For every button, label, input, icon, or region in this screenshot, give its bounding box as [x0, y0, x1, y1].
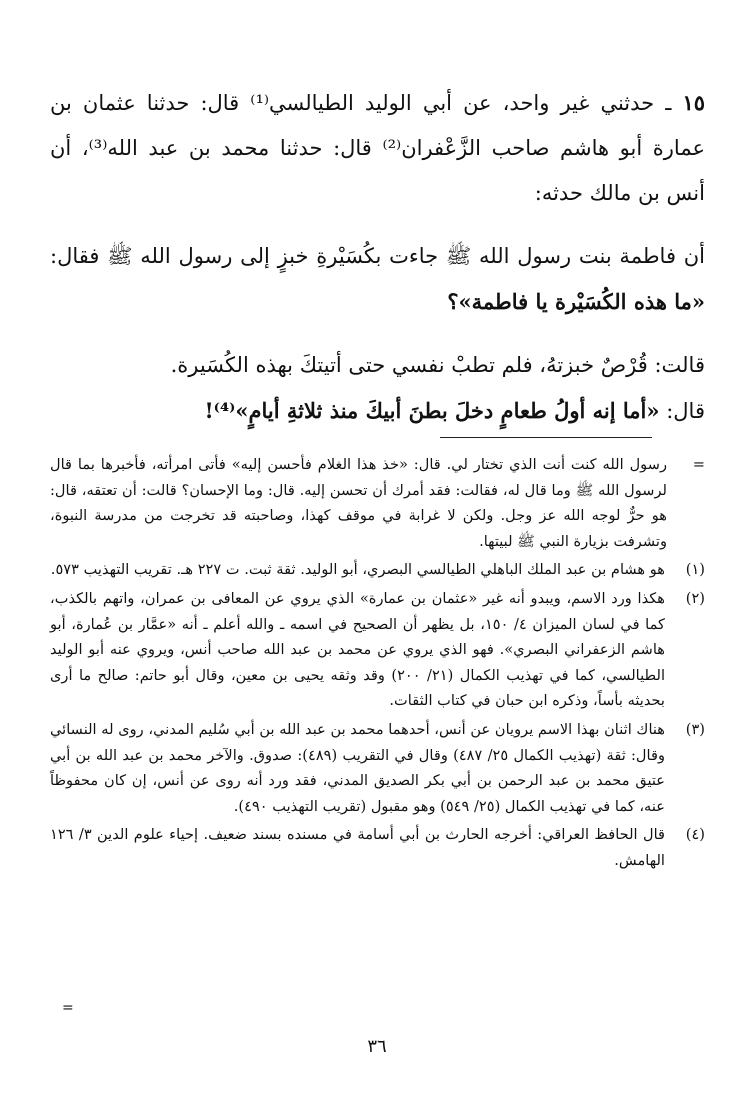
footnotes	[50, 452, 705, 874]
footnote-text: هو هشام بن عبد الملك الباهلي الطيالسي البصري، أبو الوليد. ثقة ثبت. ت ٢٢٧ هـ. تقريب التهذيب ٥٧٣.	[50, 561, 665, 579]
footnote-2	[50, 586, 705, 714]
continuation-marker: =	[692, 456, 705, 473]
footnote-number: (٢)	[685, 589, 705, 607]
footnote-3	[50, 717, 705, 819]
page-number: ٣٦	[367, 1036, 387, 1057]
hadith-intro	[50, 80, 705, 216]
footnote-text: هناك اثنان بهذا الاسم يرويان عن أنس، أحدهما محمد بن عبد الله بن أبي سُليم المدني، روى له النسائي وقال: ثقة (تهذيب الكمال ٢٥/ ٤٨٧) وقال في التقريب (٤٨٩): صدوق. والآخر محمد بن عبد الله بن أبي عتيق محمد بن عبد الرحمن بن أبي بكر الصديق المدني، فقد ورد أنه روى عن أنس، إن كان محفوظاً عنه، كما في تهذيب الكمال (٢٥/ ٥٤٩) وهو مقبول (تقريب التهذيب ٤٩٠).	[50, 720, 666, 815]
prophet-question: «ما هذه الكُسَيْرة يا فاطمة»؟	[447, 289, 705, 314]
hadith-number: ١٥	[682, 90, 705, 115]
footnote-continuation	[50, 452, 705, 554]
footnote-text: قال الحافظ العراقي: أخرجه الحارث بن أبي أسامة في مسنده بسند ضعيف. إحياء علوم الدين ٣/ ١٢٦ الهامش.	[50, 826, 666, 869]
footnote-separator	[440, 437, 652, 438]
continuation-text: رسول الله كنت أنت الذي تختار لي. قال: «خذ هذا الغلام فأحسن إليه» فأتى امرأته، فأخبرها بما قال لرسول الله ﷺ وما قال له، فقالت: فقد أمرك أن تحسن إليه. قال: وما الإحسان؟ قالت: أن تعتقه، قال: هو حرٌّ لوجه الله عز وجل. ولكن لا غرابة في موقف كهذا، وصاحبته قد تخرجت من مدرسة النبوة، وتشرفت بزيارة النبي ﷺ لبيتها.	[50, 456, 667, 550]
hadith-body-text: أن فاطمة بنت رسول الله ﷺ جاءت بكُسَيْرةِ خبزٍ إلى رسول الله ﷺ فقال:	[50, 244, 705, 268]
continues-marker: =	[62, 1000, 74, 1016]
footnote-4	[50, 822, 705, 873]
main-text	[50, 80, 705, 434]
footnote-number: (١)	[685, 561, 705, 579]
footnote-text: هكذا ورد الاسم، ويبدو أنه غير «عثمان بن عمارة» الذي يروي عن المعافى بن عمران، واتهم بالكذب، كما في لسان الميزان ٤/ ١٥٠، بل يظهر أن الصحيح في اسمه ـ والله أعلم ـ أنه «عمَّار بن عُمارة، أبو هاشم الزعفراني البصري». فهو الذي يروي عن محمد بن عبد الله صاحب أنس، ويروي عنه أبو الوليد الطيالسي، كما في تهذيب الكمال (٢١/ ٢٠٠) وقد وثقه يحيى بن معين، وقال أبو حاتم: صالح ما أرى بحديثه بأساً، وذكره ابن حبان في كتاب الثقات.	[50, 589, 666, 710]
footnote-number: (٣)	[685, 720, 705, 738]
hadith-body	[50, 234, 705, 325]
prophet-reply	[50, 388, 705, 434]
hadith-chain: ـ حدثني غير واحد، عن أبي الوليد الطيالسي⁽¹⁾ قال: حدثنا عثمان بن عمارة أبو هاشم صاحب الزَّعْفران⁽²⁾ قال: حدثنا محمد بن عبد الله⁽³⁾، أن أنس بن مالك حدثه:	[50, 91, 706, 205]
prophet-reply-quote: «أما إنه أولُ طعامٍ دخلَ بطنَ أبيكَ منذ ثلاثةِ أيامٍ»⁽⁴⁾!	[204, 398, 660, 423]
fatima-reply: قالت: قُرْصٌ خبزتهُ، فلم تطبْ نفسي حتى أتيتكَ بهذه الكُسَيرة.	[170, 353, 705, 377]
prophet-reply-intro: قال:	[666, 399, 705, 423]
footnote-1	[50, 557, 705, 583]
footnote-number: (٤)	[685, 826, 705, 844]
